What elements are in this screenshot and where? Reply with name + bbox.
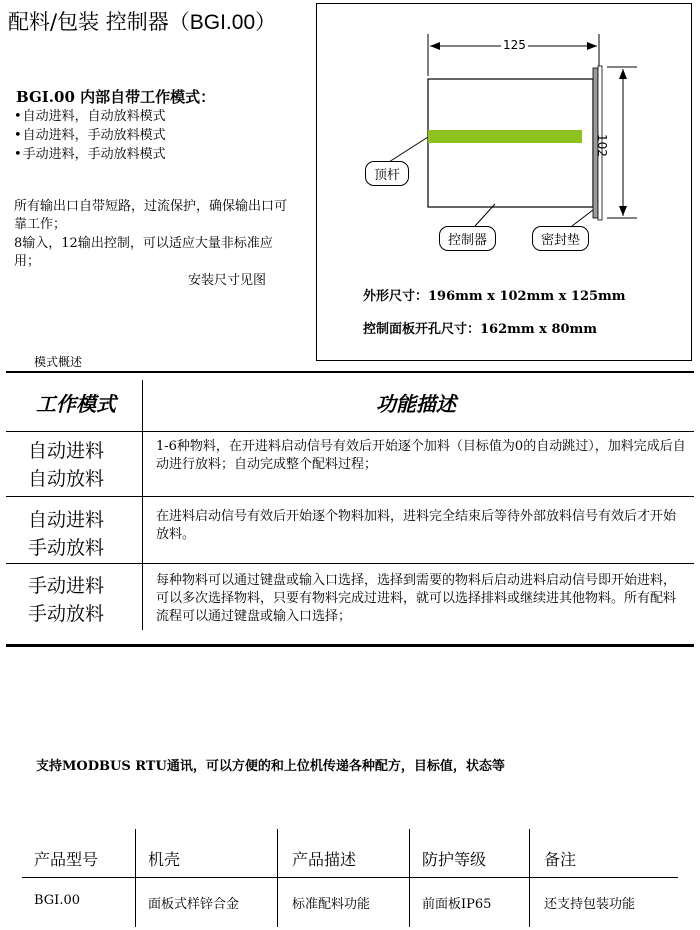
io-description: 8输入，12输出控制，可以适应大量非标准应用； (14, 236, 273, 269)
height-arrow-bottom (619, 206, 627, 216)
modes-list (14, 107, 166, 164)
table-top-rule (6, 371, 694, 373)
mode-row-2-desc: 在进料启动信号有效后开始逐个物料加料，进料完全结束后等待外部放料信号有效后才开始放料。 (156, 509, 677, 542)
rod-callout: 顶杆 (365, 161, 409, 186)
product-header-housing: 机壳 (148, 850, 181, 869)
col-header-desc: 功能描述 (376, 392, 456, 416)
col-header-mode: 工作模式 (36, 392, 116, 416)
product-col-divider (409, 829, 410, 927)
title-prefix: 配料/包装 控制器（ (8, 10, 190, 34)
product-header-description: 产品描述 (292, 850, 357, 869)
product-cell-housing: 面板式样锌合金 (148, 897, 240, 912)
product-header-model: 产品型号 (34, 850, 99, 869)
mode-row-3-desc: 每种物料可以通过键盘或输入口选择，选择到需要的物料后启动进料启动信号即开始进料，可以多次选择物料，只要有物料完成过进料，就可以选择排料或继续进其他物料。所有配料流程可以通过键盘或输入口选择； (156, 573, 677, 624)
mode-item: • 自动进料，手动放料模式 (14, 126, 166, 145)
table-column-divider (142, 380, 143, 630)
row-rule (6, 563, 694, 564)
modes-heading: BGI.00 内部自带工作模式： (16, 88, 216, 106)
height-arrow-top (619, 69, 627, 79)
mode-name-line: 自动进料 (28, 509, 105, 531)
product-header-notes: 备注 (544, 850, 577, 869)
mode-row-1-desc: 1-6种物料，在开进料启动信号有效后开始逐个加料（目标值为0的自动跳过），加料完成后自动进行放料；自动完成整个配料过程； (156, 439, 686, 472)
height-dimension-label: 102 (595, 134, 609, 157)
title-suffix: ） (255, 10, 277, 34)
product-cell-notes: 还支持包装功能 (544, 897, 636, 912)
mode-name-line: 自动放料 (28, 468, 105, 490)
mode-row-2-name (28, 506, 104, 562)
product-header-rule (22, 877, 678, 878)
cutout-size-spec: 控制面板开孔尺寸：162mm x 80mm (363, 322, 598, 337)
mode-name-line: 自动进料 (28, 440, 105, 462)
width-dimension-label: 125 (503, 38, 526, 52)
modbus-note: 支持MODBUS RTU通讯，可以方便的和上位机传递各种配方，目标值，状态等 (36, 759, 505, 774)
gasket-callout: 密封垫 (532, 226, 589, 251)
product-cell-model: BGI.00 (34, 893, 80, 908)
rod-leader (389, 137, 428, 162)
mode-name-line: 手动放料 (28, 603, 105, 625)
mode-overview-label: 模式概述 (34, 355, 83, 369)
gasket-leader (572, 210, 593, 226)
protection-description: 所有输出口自带短路，过流保护，确保输出口可靠工作； (14, 199, 288, 232)
product-header-protection: 防护等级 (422, 850, 487, 869)
page-title (8, 6, 276, 36)
width-arrow-right (587, 42, 597, 50)
dimension-diagram (316, 3, 692, 361)
table-bottom-rule (6, 644, 694, 647)
mode-item: • 自动进料，自动放料模式 (14, 107, 166, 126)
product-col-divider (529, 829, 530, 927)
product-col-divider (135, 829, 136, 927)
mode-name-line: 手动放料 (28, 537, 105, 559)
mode-item: • 手动进料，手动放料模式 (14, 145, 166, 164)
controller-callout: 控制器 (439, 226, 496, 251)
install-note: 安装尺寸见图 (188, 273, 267, 288)
row-rule (6, 496, 694, 497)
rod-bar (428, 130, 582, 143)
mode-name-line: 手动进料 (28, 575, 105, 597)
width-arrow-left (430, 42, 440, 50)
product-col-divider (277, 829, 278, 927)
mode-row-3-name (28, 572, 104, 628)
title-model: BGI.00 (189, 11, 256, 34)
product-cell-description: 标准配料功能 (292, 897, 371, 912)
product-cell-protection: 前面板IP65 (422, 897, 492, 912)
mode-row-1-name (28, 437, 104, 493)
outer-size-spec: 外形尺寸：196mm x 102mm x 125mm (363, 289, 626, 304)
header-rule (6, 431, 694, 432)
